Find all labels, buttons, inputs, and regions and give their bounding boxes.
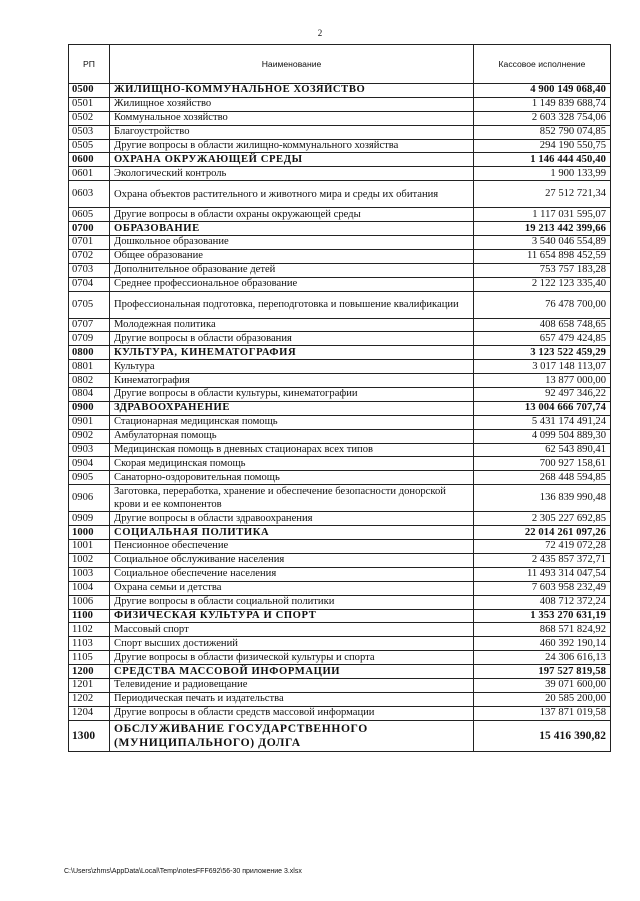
row-amount: 1 900 133,99 [474, 167, 611, 181]
row-name: Дошкольное образование [110, 236, 474, 250]
row-amount: 3 540 046 554,89 [474, 236, 611, 250]
row-code: 1006 [69, 595, 110, 609]
table-row [69, 139, 611, 153]
row-name: ЗДРАВООХРАНЕНИЕ [110, 401, 474, 415]
row-name: Профессиональная подготовка, переподготовка и повышение квалификации [110, 291, 474, 318]
section-row [69, 720, 611, 751]
row-code: 0901 [69, 415, 110, 429]
table-row [69, 429, 611, 443]
row-code: 0601 [69, 167, 110, 181]
row-amount: 7 603 958 232,49 [474, 581, 611, 595]
row-amount: 22 014 261 097,26 [474, 526, 611, 540]
row-amount: 4 099 504 889,30 [474, 429, 611, 443]
row-amount: 3 017 148 113,07 [474, 360, 611, 374]
row-name: Другие вопросы в области средств массовой информации [110, 706, 474, 720]
row-code: 0700 [69, 222, 110, 236]
row-amount: 1 146 444 450,40 [474, 153, 611, 167]
row-code: 0605 [69, 208, 110, 222]
row-code: 1200 [69, 665, 110, 679]
row-amount: 408 658 748,65 [474, 318, 611, 332]
row-amount: 11 654 898 452,59 [474, 249, 611, 263]
table-row [69, 332, 611, 346]
row-name: Спорт высших достижений [110, 637, 474, 651]
section-row [69, 526, 611, 540]
row-amount: 27 512 721,34 [474, 181, 611, 208]
row-amount: 136 839 990,48 [474, 485, 611, 512]
row-amount: 1 353 270 631,19 [474, 609, 611, 623]
row-code: 0503 [69, 125, 110, 139]
row-amount: 657 479 424,85 [474, 332, 611, 346]
row-code: 0802 [69, 374, 110, 388]
row-name: Амбулаторная помощь [110, 429, 474, 443]
row-amount: 408 712 372,24 [474, 595, 611, 609]
row-code: 1002 [69, 553, 110, 567]
table-row [69, 374, 611, 388]
header-name: Наименование [110, 45, 474, 84]
row-name: Социальное обеспечение населения [110, 567, 474, 581]
page-number: 2 [317, 28, 323, 38]
row-code: 0903 [69, 443, 110, 457]
table-row [69, 706, 611, 720]
row-amount: 4 900 149 068,40 [474, 84, 611, 98]
row-name: ЖИЛИЩНО-КОММУНАЛЬНОЕ ХОЗЯЙСТВО [110, 84, 474, 98]
row-amount: 294 190 550,75 [474, 139, 611, 153]
row-amount: 13 004 666 707,74 [474, 401, 611, 415]
row-amount: 72 419 072,28 [474, 540, 611, 554]
section-row [69, 346, 611, 360]
table-row [69, 415, 611, 429]
row-name: Другие вопросы в области охраны окружающей среды [110, 208, 474, 222]
row-code: 0905 [69, 471, 110, 485]
row-amount: 20 585 200,00 [474, 692, 611, 706]
row-name: Телевидение и радиовещание [110, 678, 474, 692]
row-amount: 11 493 314 047,54 [474, 567, 611, 581]
row-code: 0505 [69, 139, 110, 153]
row-amount: 1 117 031 595,07 [474, 208, 611, 222]
table-row [69, 443, 611, 457]
row-code: 0707 [69, 318, 110, 332]
table-row [69, 236, 611, 250]
table-header-row [69, 45, 611, 84]
row-code: 0701 [69, 236, 110, 250]
row-name: ФИЗИЧЕСКАЯ КУЛЬТУРА И СПОРТ [110, 609, 474, 623]
row-name: КУЛЬТУРА, КИНЕМАТОГРАФИЯ [110, 346, 474, 360]
row-name: Социальное обслуживание населения [110, 553, 474, 567]
row-name: Другие вопросы в области здравоохранения [110, 512, 474, 526]
row-name: Пенсионное обеспечение [110, 540, 474, 554]
table-row [69, 167, 611, 181]
row-amount: 460 392 190,14 [474, 637, 611, 651]
row-code: 0704 [69, 277, 110, 291]
row-code: 1105 [69, 651, 110, 665]
row-amount: 62 543 890,41 [474, 443, 611, 457]
row-amount: 92 497 346,22 [474, 388, 611, 402]
row-amount: 268 448 594,85 [474, 471, 611, 485]
row-code: 0603 [69, 181, 110, 208]
row-name: Другие вопросы в области образования [110, 332, 474, 346]
table-row [69, 181, 611, 208]
row-name: Медицинская помощь в дневных стационарах всех типов [110, 443, 474, 457]
table-row [69, 581, 611, 595]
row-amount: 76 478 700,00 [474, 291, 611, 318]
row-code: 1004 [69, 581, 110, 595]
budget-execution-table [68, 44, 611, 752]
row-amount: 24 306 616,13 [474, 651, 611, 665]
row-name: Другие вопросы в области физической культуры и спорта [110, 651, 474, 665]
row-name: Экологический контроль [110, 167, 474, 181]
table-row [69, 651, 611, 665]
row-code: 1202 [69, 692, 110, 706]
row-amount: 868 571 824,92 [474, 623, 611, 637]
row-code: 1204 [69, 706, 110, 720]
row-amount: 852 790 074,85 [474, 125, 611, 139]
row-name: Заготовка, переработка, хранение и обеспечение безопасности донорской крови и ее компонентов [110, 485, 474, 512]
table-body [69, 84, 611, 752]
section-row [69, 609, 611, 623]
row-amount: 3 123 522 459,29 [474, 346, 611, 360]
table-row [69, 291, 611, 318]
table-row [69, 553, 611, 567]
table-row [69, 471, 611, 485]
row-amount: 700 927 158,61 [474, 457, 611, 471]
row-amount: 1 149 839 688,74 [474, 97, 611, 111]
table-row [69, 678, 611, 692]
table-row [69, 692, 611, 706]
section-row [69, 665, 611, 679]
row-code: 0500 [69, 84, 110, 98]
table-row [69, 318, 611, 332]
section-row [69, 153, 611, 167]
row-name: Благоустройство [110, 125, 474, 139]
section-row [69, 222, 611, 236]
table-row [69, 360, 611, 374]
table-row [69, 567, 611, 581]
row-amount: 197 527 819,58 [474, 665, 611, 679]
row-name: Другие вопросы в области культуры, кинематографии [110, 388, 474, 402]
section-row [69, 401, 611, 415]
row-amount: 2 305 227 692,85 [474, 512, 611, 526]
row-code: 0904 [69, 457, 110, 471]
row-code: 0906 [69, 485, 110, 512]
row-code: 0702 [69, 249, 110, 263]
table-row [69, 97, 611, 111]
row-amount: 19 213 442 399,66 [474, 222, 611, 236]
row-code: 0801 [69, 360, 110, 374]
section-row [69, 84, 611, 98]
table-row [69, 637, 611, 651]
table-row [69, 540, 611, 554]
table-row [69, 388, 611, 402]
row-name: Охрана объектов растительного и животного мира и среды их обитания [110, 181, 474, 208]
row-name: Культура [110, 360, 474, 374]
row-name: ОБРАЗОВАНИЕ [110, 222, 474, 236]
row-name: СРЕДСТВА МАССОВОЙ ИНФОРМАЦИИ [110, 665, 474, 679]
row-code: 0902 [69, 429, 110, 443]
row-code: 0909 [69, 512, 110, 526]
row-code: 1300 [69, 720, 110, 751]
footer-file-path: C:\Users\zhms\AppData\Local\Temp\notesFFF692\56-30 приложение 3.xlsx [64, 868, 302, 875]
row-name: Массовый спорт [110, 623, 474, 637]
row-name: Молодежная политика [110, 318, 474, 332]
table-row [69, 125, 611, 139]
table-row [69, 457, 611, 471]
row-code: 1201 [69, 678, 110, 692]
row-name: Кинематография [110, 374, 474, 388]
row-amount: 137 871 019,58 [474, 706, 611, 720]
row-code: 0800 [69, 346, 110, 360]
table-row [69, 623, 611, 637]
table-row [69, 485, 611, 512]
row-name: Санаторно-оздоровительная помощь [110, 471, 474, 485]
row-amount: 5 431 174 491,24 [474, 415, 611, 429]
row-code: 0502 [69, 111, 110, 125]
row-code: 1001 [69, 540, 110, 554]
table-row [69, 512, 611, 526]
row-amount: 2 603 328 754,06 [474, 111, 611, 125]
table-row [69, 277, 611, 291]
row-code: 0900 [69, 401, 110, 415]
row-code: 1003 [69, 567, 110, 581]
row-name: Среднее профессиональное образование [110, 277, 474, 291]
row-name: ОХРАНА ОКРУЖАЮЩЕЙ СРЕДЫ [110, 153, 474, 167]
table-row [69, 249, 611, 263]
row-amount: 753 757 183,28 [474, 263, 611, 277]
row-code: 0703 [69, 263, 110, 277]
table-row [69, 263, 611, 277]
table-row [69, 208, 611, 222]
row-code: 1100 [69, 609, 110, 623]
row-amount: 39 071 600,00 [474, 678, 611, 692]
row-code: 1000 [69, 526, 110, 540]
row-code: 0600 [69, 153, 110, 167]
row-name: Общее образование [110, 249, 474, 263]
row-amount: 2 122 123 335,40 [474, 277, 611, 291]
row-name: Охрана семьи и детства [110, 581, 474, 595]
row-name: Стационарная медицинская помощь [110, 415, 474, 429]
row-code: 0705 [69, 291, 110, 318]
row-code: 0804 [69, 388, 110, 402]
row-name: Периодическая печать и издательства [110, 692, 474, 706]
row-name: Жилищное хозяйство [110, 97, 474, 111]
header-code: РП [69, 45, 110, 84]
table-row [69, 595, 611, 609]
header-amount: Кассовое исполнение [474, 45, 611, 84]
row-code: 0709 [69, 332, 110, 346]
row-code: 0501 [69, 97, 110, 111]
row-name: ОБСЛУЖИВАНИЕ ГОСУДАРСТВЕННОГО (МУНИЦИПАЛЬНОГО) ДОЛГА [110, 720, 474, 751]
row-name: СОЦИАЛЬНАЯ ПОЛИТИКА [110, 526, 474, 540]
table-row [69, 111, 611, 125]
row-amount: 2 435 857 372,71 [474, 553, 611, 567]
row-name: Другие вопросы в области жилищно-коммунального хозяйства [110, 139, 474, 153]
row-name: Скорая медицинская помощь [110, 457, 474, 471]
row-code: 1103 [69, 637, 110, 651]
row-code: 1102 [69, 623, 110, 637]
row-amount: 13 877 000,00 [474, 374, 611, 388]
row-name: Дополнительное образование детей [110, 263, 474, 277]
row-amount: 15 416 390,82 [474, 720, 611, 751]
row-name: Коммунальное хозяйство [110, 111, 474, 125]
row-name: Другие вопросы в области социальной политики [110, 595, 474, 609]
